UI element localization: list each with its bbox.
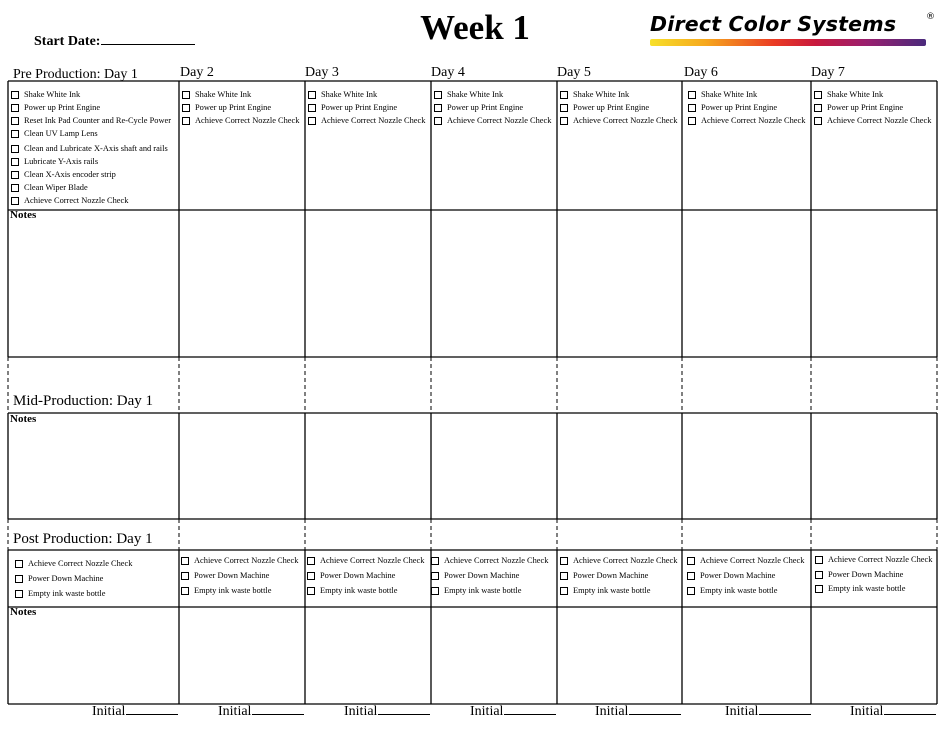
checklist-item[interactable]: Empty ink waste bottle <box>687 586 777 596</box>
mid-production-notes-label: Notes <box>10 413 37 425</box>
checkbox[interactable] <box>431 572 439 580</box>
checkbox[interactable] <box>688 104 696 112</box>
pre-production-notes-label: Notes <box>10 209 37 221</box>
checkbox[interactable] <box>182 104 190 112</box>
checkbox[interactable] <box>15 560 23 568</box>
checkbox[interactable] <box>814 104 822 112</box>
checklist-item[interactable]: Empty ink waste bottle <box>815 584 905 594</box>
checklist-item[interactable]: Lubricate Y-Axis rails <box>11 157 98 167</box>
checkbox[interactable] <box>11 197 19 205</box>
checkbox[interactable] <box>11 171 19 179</box>
start-date-label: Start Date: <box>34 34 101 49</box>
checkbox[interactable] <box>11 104 19 112</box>
checklist-item[interactable]: Achieve Correct Nozzle Check <box>815 555 932 565</box>
checklist-item[interactable]: Power up Print Engine <box>434 103 523 113</box>
checkbox[interactable] <box>181 587 189 595</box>
initial-field-day3[interactable]: Initial <box>344 702 430 720</box>
checklist-item[interactable]: Power up Print Engine <box>814 103 903 113</box>
checkbox[interactable] <box>560 572 568 580</box>
mid-production-label: Mid-Production: Day 1 <box>13 393 153 409</box>
checkbox[interactable] <box>308 91 316 99</box>
checklist-item[interactable]: Achieve Correct Nozzle Check <box>814 116 931 126</box>
checkbox[interactable] <box>431 587 439 595</box>
checklist-item[interactable]: Empty ink waste bottle <box>431 586 521 596</box>
post-production-notes-label: Notes <box>10 606 37 618</box>
checkbox[interactable] <box>11 184 19 192</box>
checklist-item[interactable]: Achieve Correct Nozzle Check <box>15 559 132 569</box>
checklist-item[interactable]: Empty ink waste bottle <box>15 589 105 599</box>
checklist-item[interactable]: Shake White Ink <box>11 90 80 100</box>
checklist-item[interactable]: Achieve Correct Nozzle Check <box>308 116 425 126</box>
checkbox[interactable] <box>11 158 19 166</box>
logo-registered-mark: ® <box>926 12 935 22</box>
checklist-item[interactable]: Empty ink waste bottle <box>181 586 271 596</box>
checklist-item[interactable]: Power up Print Engine <box>11 103 100 113</box>
column-header-day7: Day 7 <box>811 65 845 80</box>
initial-blank[interactable] <box>884 702 936 715</box>
column-header-day3: Day 3 <box>305 65 339 80</box>
checkbox[interactable] <box>815 571 823 579</box>
checkbox[interactable] <box>308 104 316 112</box>
checkbox[interactable] <box>434 91 442 99</box>
column-header-day6: Day 6 <box>684 65 718 80</box>
checklist-item[interactable]: Reset Ink Pad Counter and Re-Cycle Power <box>11 116 171 126</box>
checkbox[interactable] <box>307 557 315 565</box>
checkbox[interactable] <box>308 117 316 125</box>
initial-blank[interactable] <box>629 702 681 715</box>
checklist-item[interactable]: Achieve Correct Nozzle Check <box>687 556 804 566</box>
checkbox[interactable] <box>815 556 823 564</box>
checklist-item[interactable]: Power up Print Engine <box>182 103 271 113</box>
initial-field-day5[interactable]: Initial <box>595 702 681 720</box>
checklist-item[interactable]: Power up Print Engine <box>688 103 777 113</box>
checkbox[interactable] <box>560 587 568 595</box>
checklist-item[interactable]: Shake White Ink <box>182 90 251 100</box>
checkbox[interactable] <box>11 145 19 153</box>
checkbox[interactable] <box>560 104 568 112</box>
initial-field-day7[interactable]: Initial <box>850 702 936 720</box>
checklist-item[interactable]: Clean Wiper Blade <box>11 183 88 193</box>
checkbox[interactable] <box>434 117 442 125</box>
checkbox[interactable] <box>15 575 23 583</box>
checklist-item[interactable]: Power Down Machine <box>560 571 648 581</box>
initial-field-day2[interactable]: Initial <box>218 702 304 720</box>
checklist-item[interactable]: Power Down Machine <box>181 571 269 581</box>
checklist-item[interactable]: Shake White Ink <box>434 90 503 100</box>
column-header-day5: Day 5 <box>557 65 591 80</box>
checklist-item[interactable]: Power Down Machine <box>15 574 103 584</box>
checkbox[interactable] <box>560 557 568 565</box>
checkbox[interactable] <box>11 91 19 99</box>
checklist-item[interactable]: Empty ink waste bottle <box>560 586 650 596</box>
page-title: Week 1 <box>420 8 530 47</box>
checkbox[interactable] <box>688 117 696 125</box>
checklist-item[interactable]: Achieve Correct Nozzle Check <box>434 116 551 126</box>
initial-blank[interactable] <box>759 702 811 715</box>
checkbox[interactable] <box>307 572 315 580</box>
column-header-day1: Pre Production: Day 1 <box>13 67 138 82</box>
checkbox[interactable] <box>182 117 190 125</box>
checklist-item[interactable]: Power up Print Engine <box>560 103 649 113</box>
initial-blank[interactable] <box>378 702 430 715</box>
checklist-item[interactable]: Achieve Correct Nozzle Check <box>11 196 128 206</box>
checklist-item[interactable]: Power Down Machine <box>815 570 903 580</box>
checklist-item[interactable]: Shake White Ink <box>688 90 757 100</box>
checklist-item[interactable]: Achieve Correct Nozzle Check <box>307 556 424 566</box>
initial-field-day4[interactable]: Initial <box>470 702 556 720</box>
checklist-item[interactable]: Power Down Machine <box>307 571 395 581</box>
checkbox[interactable] <box>181 557 189 565</box>
checkbox[interactable] <box>11 117 19 125</box>
checkbox[interactable] <box>687 557 695 565</box>
checklist-item[interactable]: Achieve Correct Nozzle Check <box>560 556 677 566</box>
logo-text: Direct Color Systems <box>650 12 897 36</box>
checkbox[interactable] <box>181 572 189 580</box>
checklist-item[interactable]: Clean X-Axis encoder strip <box>11 170 116 180</box>
checkbox[interactable] <box>560 91 568 99</box>
checkbox[interactable] <box>434 104 442 112</box>
checkbox[interactable] <box>11 130 19 138</box>
checkbox[interactable] <box>560 117 568 125</box>
checklist-item[interactable]: Clean UV Lamp Lens <box>11 129 98 139</box>
checkbox[interactable] <box>15 590 23 598</box>
checkbox[interactable] <box>182 91 190 99</box>
checkbox[interactable] <box>814 117 822 125</box>
checklist-item[interactable]: Shake White Ink <box>560 90 629 100</box>
initial-blank[interactable] <box>126 702 178 715</box>
checkbox[interactable] <box>687 572 695 580</box>
column-header-day4: Day 4 <box>431 65 465 80</box>
checklist-item[interactable]: Power up Print Engine <box>308 103 397 113</box>
checklist-item[interactable]: Shake White Ink <box>814 90 883 100</box>
column-header-day2: Day 2 <box>180 65 214 80</box>
initial-field-day6[interactable]: Initial <box>725 702 811 720</box>
initial-blank[interactable] <box>504 702 556 715</box>
checklist-item[interactable]: Achieve Correct Nozzle Check <box>182 116 299 126</box>
checklist-item[interactable]: Power Down Machine <box>431 571 519 581</box>
post-production-label: Post Production: Day 1 <box>13 531 153 547</box>
checklist-item[interactable]: Clean and Lubricate X-Axis shaft and rails <box>11 144 168 154</box>
checkbox[interactable] <box>431 557 439 565</box>
initial-blank[interactable] <box>252 702 304 715</box>
checkbox[interactable] <box>307 587 315 595</box>
checkbox[interactable] <box>814 91 822 99</box>
checklist-item[interactable]: Power Down Machine <box>687 571 775 581</box>
checkbox[interactable] <box>687 587 695 595</box>
checklist-item[interactable]: Achieve Correct Nozzle Check <box>181 556 298 566</box>
checklist-item[interactable]: Achieve Correct Nozzle Check <box>431 556 548 566</box>
checkbox[interactable] <box>815 585 823 593</box>
initial-field-day1[interactable]: Initial <box>92 702 178 720</box>
checklist-item[interactable]: Empty ink waste bottle <box>307 586 397 596</box>
checklist-item[interactable]: Shake White Ink <box>308 90 377 100</box>
checklist-item[interactable]: Achieve Correct Nozzle Check <box>688 116 805 126</box>
checkbox[interactable] <box>688 91 696 99</box>
checklist-item[interactable]: Achieve Correct Nozzle Check <box>560 116 677 126</box>
